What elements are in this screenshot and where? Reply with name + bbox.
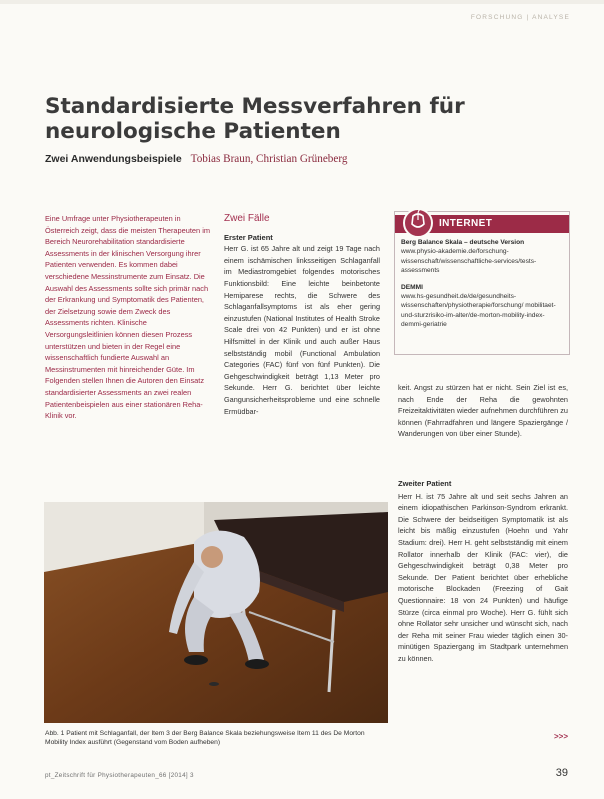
patient1-text-continued: keit. Angst zu stürzen hat er nicht. Sein Ziel ist es, nach Ende der Reha die gewohnten Freizeitaktivitäten wieder aufnehmen durchführen zu können (Fahrradfahren und längere Spaziergänge / Wanderungen von über einer Stunde). [398,383,568,439]
page-number: 39 [555,767,568,779]
top-rule [0,0,604,4]
link-label-demmi: DEMMI [401,283,423,291]
patient1-heading: Erster Patient [224,232,273,242]
article-title: Standardisierte Messverfahren für neurologische Patienten [45,94,465,144]
patient1-text: Herr G. ist 65 Jahre alt und zeigt 19 Tage nach einem ischämischen linksseitigen Schlaganfall im Mediastromgebiet folgendes motorisches Funktionsbild: Eine leichte beinbetonte Hemiparese rechts, die Schwere des Schlaganfallsymptoms ist als eher gering einzustufen (National Institutes of Health Stroke Scale drei von 42 Punkten) und er ist ohne Hilfsmittel in der Klinik und auch außer Haus selbstständig mobil (Functional Ambulation Categories (FAC) fünf von fünf Punkten). Die Gehgeschwindigkeit beträgt 1,13 Meter pro Sekunde. Herr G. berichtet über leichte Gangunsicherheitsprobleme und eine schnelle Ermüdbar- [224,244,380,416]
cases-heading: Zwei Fälle [224,213,270,224]
link-url-bbs[interactable]: www.physio-akademie.de/forschung-wissenschaft/wissenschaftliche-services/tests-assessments [401,248,537,275]
figure-photo [44,502,388,723]
footer-journal: pt_Zeitschrift für Physiotherapeuten_66 [2014] 3 [45,772,194,779]
internet-box-body [401,238,563,337]
intro-paragraph: Eine Umfrage unter Physiotherapeuten in Österreich zeigt, dass die meisten Therapeuten im Bereich Neurorehabilitation standardisierte Assessments in der klinischen Versorgung ihrer Patienten verwenden. Es kommen dabei verschiedene Messinstrumente zum Einsatz. Die Auswahl des Assessments sollte sich primär nach der Erkrankung und Symptomatik des Patienten, der Zielsetzung sowie dem Zweck des Assessments richten. Klinische Versorgungsleitlinien können diesen Prozess unterstützen und bieten in der Regel eine wissenschaftlich fundierte Auswahl an Messinstrumenten mit hinreichender Güte. Im Folgenden stellen Ihnen die Autoren den Einsatz standardisierter Assessments an zwei realen Patientenbeispielen aus einer stationären Reha-Klinik vor. [45,214,211,421]
computer-mouse-icon [403,208,433,238]
internet-box-title: INTERNET [439,218,493,229]
article-subtitle-line [45,153,348,165]
internet-box [394,211,570,355]
link-url-demmi[interactable]: www.hs-gesundheit.de/de/gesundheits-wissenschaften/physiotherapie/forschung/ mobilitaet-und-sturzrisiko-im-alter/de-morton-mobility-index-demmi-geriatrie [401,293,556,329]
column-cases [224,213,380,417]
link-label-bbs: Berg Balance Skala – deutsche Version [401,239,525,246]
patient2-text: Herr H. ist 75 Jahre alt und seit sechs Jahren an einem idiopathischen Parkinson-Syndrom erkrankt. Die Schwere der beidseitigen Symptomatik ist als leicht bis mäßig einzustufen (Hoehn und Yahr Stadium: drei). Herr H. geht selbstständig mit einem Rollator innerhalb der Klinik (FAC: vier), die Gehgeschwindigkeit beträgt 0,38 Meter pro Sekunde. Der Patient berichtet über erhebliche motorische Blockaden (Freezing of Gait Questionnaire: 18 von 24 Punkten) und häufige Stürze (circa einmal pro Woche). Herr G. fühlt sich ohne Rollator sehr unsicher und wünscht sich, nach der Reha mit seiner Frau wieder täglich einen 30-minütigen Spaziergang im Stadtpark unternehmen zu können. [398,491,568,663]
section-label: FORSCHUNG | ANALYSE [470,14,570,21]
patient2-heading: Zweiter Patient [398,479,452,488]
column-continued [398,382,568,440]
column-patient2 [398,478,568,665]
article-subtitle: Zwei Anwendungsbeispiele [45,153,182,165]
continue-marker: >>> [553,732,568,741]
article-authors: Tobias Braun, Christian Grüneberg [190,153,348,165]
figure-caption: Abb. 1 Patient mit Schlaganfall, der Item 3 der Berg Balance Skala beziehungsweise Item 11 des De Morton Mobility Index ausführt (Gegenstand vom Boden aufheben) [45,730,365,747]
